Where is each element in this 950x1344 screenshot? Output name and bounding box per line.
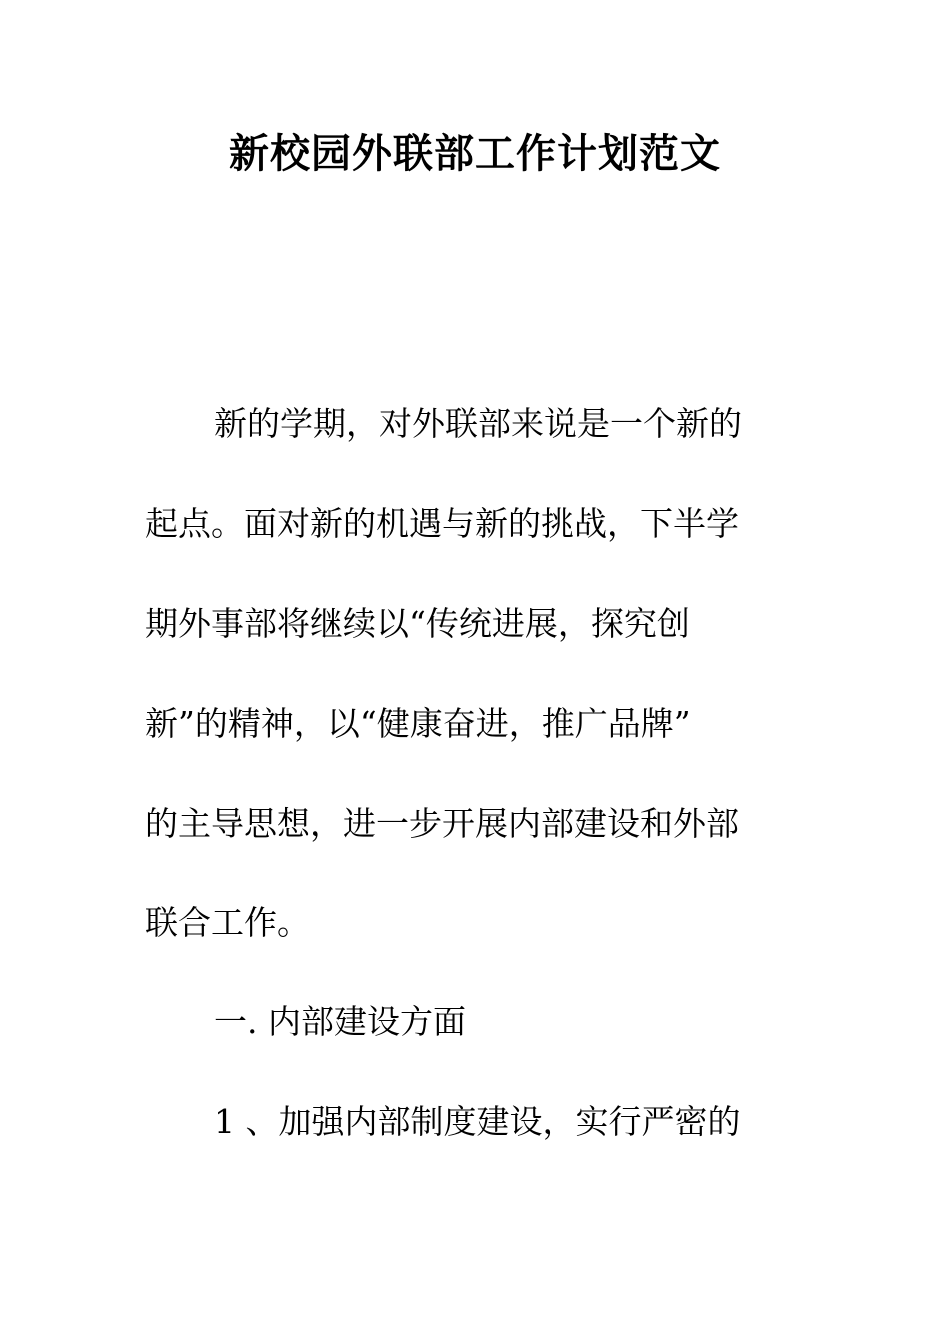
paragraph-line: 联合工作。 bbox=[145, 903, 310, 942]
paragraph-line: 起点。面对新的机遇与新的挑战，下半学 bbox=[145, 504, 739, 543]
paragraph-line: 新”的精神，以“健康奋进，推广品牌” bbox=[145, 704, 691, 743]
section-heading: 一. 内部建设方面 bbox=[214, 1002, 466, 1041]
paragraph-line: 1 、加强内部制度建设，实行严密的 bbox=[214, 1102, 741, 1141]
paragraph-line: 期外事部将继续以“传统进展，探究创 bbox=[145, 604, 690, 643]
paragraph-line: 新的学期，对外联部来说是一个新的 bbox=[214, 404, 742, 443]
document-title: 新校园外联部工作计划范文 bbox=[229, 130, 721, 177]
paragraph-line: 的主导思想，进一步开展内部建设和外部 bbox=[145, 804, 739, 843]
